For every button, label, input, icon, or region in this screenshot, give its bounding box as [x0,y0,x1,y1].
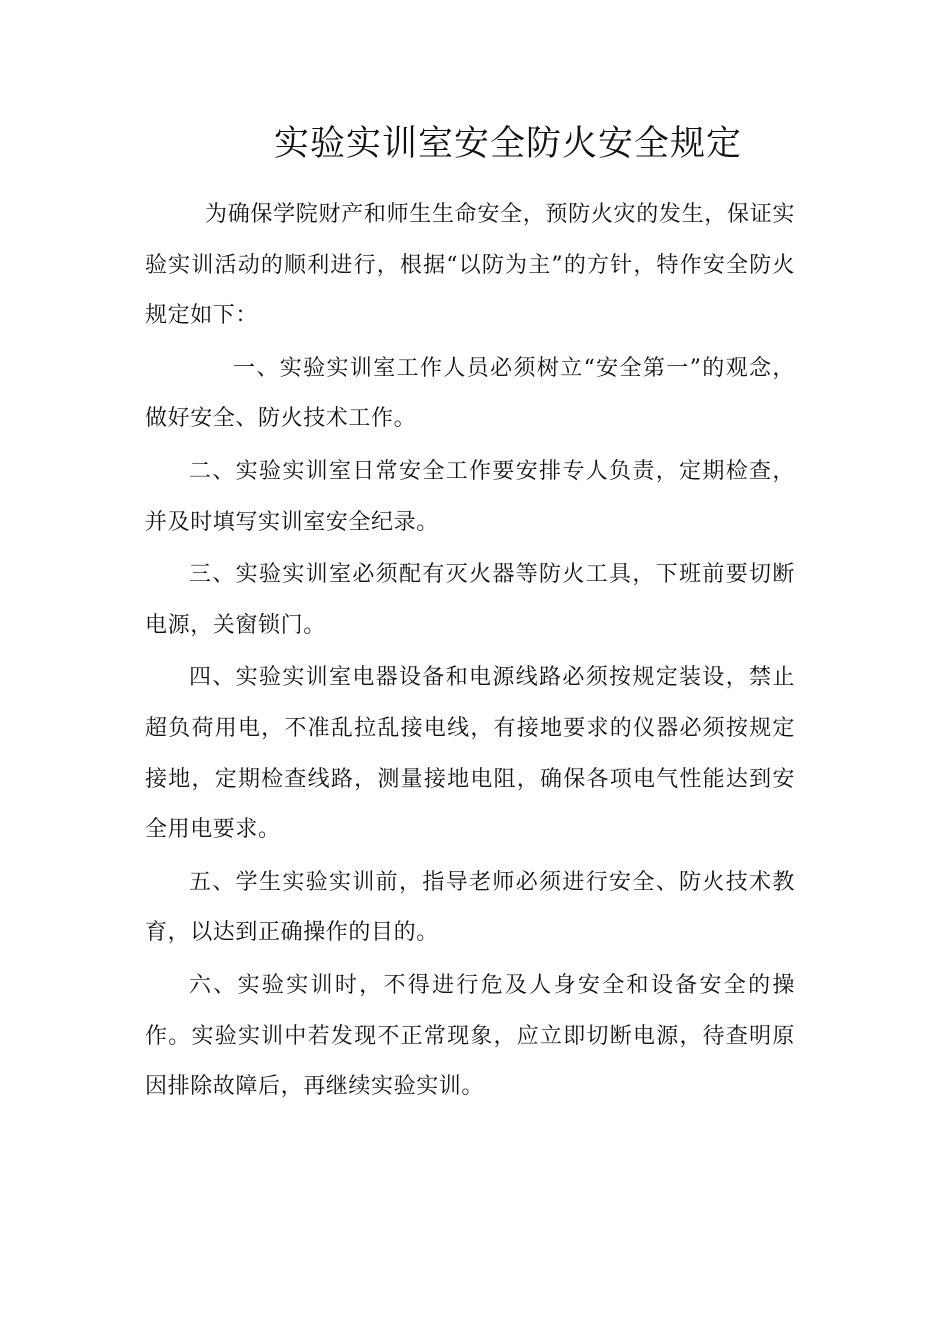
document-body [145,190,795,1115]
rule-item-6: 六、实验实训时，不得进行危及人身安全和设备安全的操作。实验实训中若发现不正常现象，应立即切断电源，待查明原因排除故障后，再继续实验实训。 [145,972,795,1100]
rule-item-2: 二、实验实训室日常安全工作要安排专人负责，定期检查，并及时填写实训室安全纪录。 [145,458,795,535]
rule-item-3: 三、实验实训室必须配有灭火器等防火工具，下班前要切断电源，关窗锁门。 [145,562,795,638]
rule-item-5: 五、学生实验实训前，指导老师必须进行安全、防火技术教育，以达到正确操作的目的。 [145,869,795,946]
document-title: 实验实训室安全防火安全规定 [273,124,742,164]
intro-paragraph: 为确保学院财产和师生生命安全，预防火灾的发生，保证实验实训活动的顺利进行，根据“以防为主”的方针，特作安全防火规定如下： [145,202,795,329]
rule-item-4: 四、实验实训室电器设备和电源线路必须按规定装设，禁止超负荷用电，不准乱拉乱接电线，有接地要求的仪器必须按规定接地，定期检查线路，测量接地电阻，确保各项电气性能达到安全用电要求。 [145,665,795,843]
rule-item-1: 一、实验实训室工作人员必须树立“安全第一”的观念，做好安全、防火技术工作。 [145,355,795,432]
